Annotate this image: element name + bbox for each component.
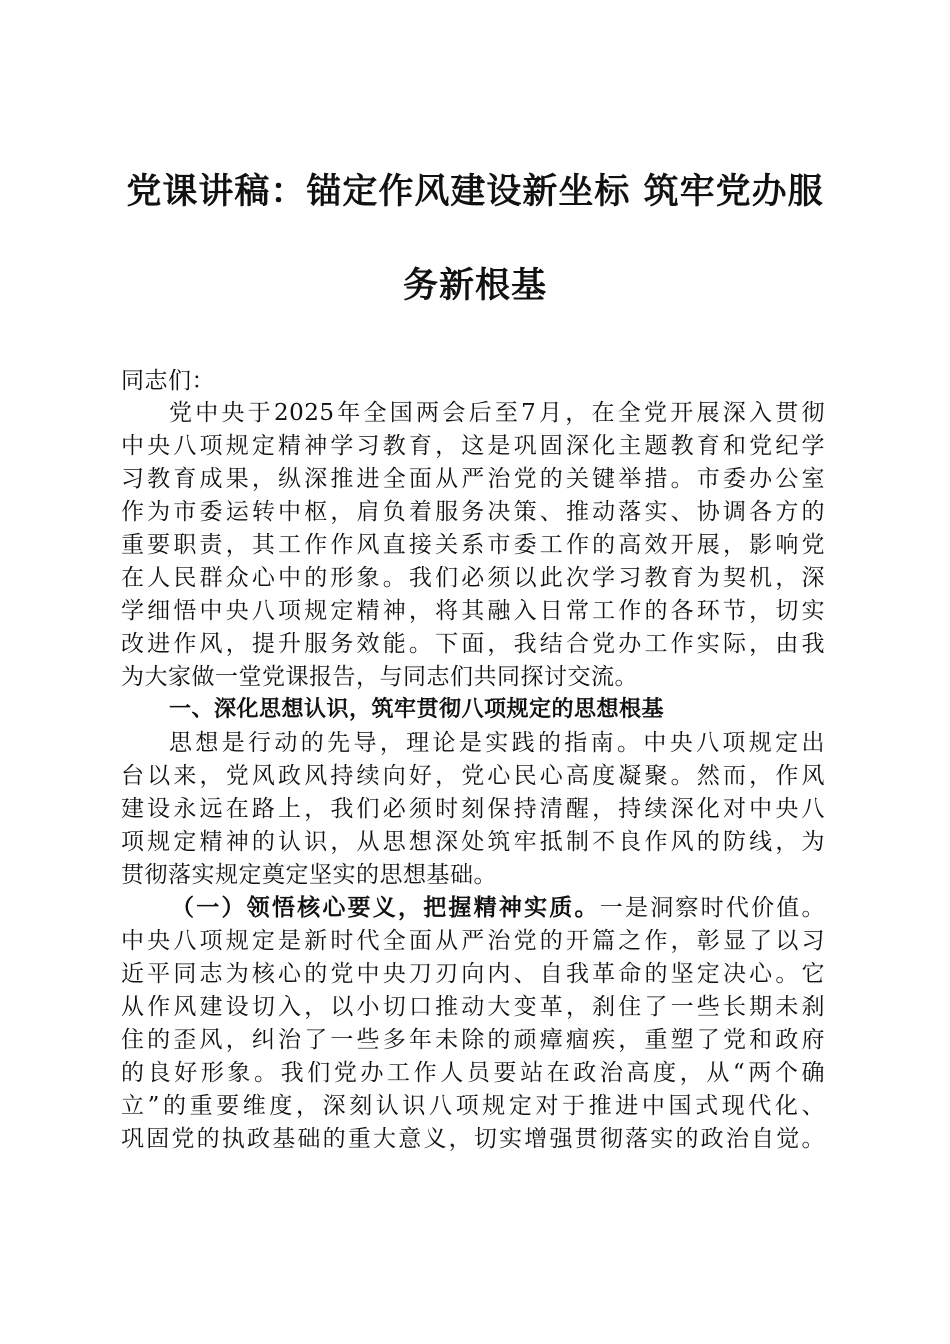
greeting: 同志们： bbox=[121, 368, 215, 394]
section-line: 建设永远在路上，我们必须时刻保持清醒，持续深化对中央八 bbox=[121, 796, 825, 822]
section-line: 台以来，党风政风持续向好，党心民心高度凝聚。然而，作风 bbox=[121, 763, 825, 789]
subsection-heading: （一）领悟核心要义，把握精神实质。 bbox=[171, 894, 600, 921]
intro-line: 作为市委运转中枢，肩负着服务决策、推动落实、协调各方的 bbox=[121, 499, 825, 525]
subsection-line: 近平同志为核心的党中央刀刃向内、自我革命的坚定决心。它 bbox=[121, 961, 825, 987]
subsection-line: 巩固党的执政基础的重大意义，切实增强贯彻落实的政治自觉。 bbox=[121, 1126, 825, 1152]
intro-line: 在人民群众心中的形象。我们必须以此次学习教育为契机，深 bbox=[121, 565, 825, 591]
subsection-line: 住的歪风，纠治了一些多年未除的顽瘴痼疾，重塑了党和政府 bbox=[121, 1027, 825, 1053]
subsection-lead-text: 一是洞察时代价值。 bbox=[599, 895, 826, 921]
document-title-line-1: 党课讲稿：锚定作风建设新坐标 筑牢党办服 bbox=[126, 171, 824, 212]
intro-line: 学细悟中央八项规定精神，将其融入日常工作的各环节，切实 bbox=[121, 598, 825, 624]
section-heading: 一、深化思想认识，筑牢贯彻八项规定的思想根基 bbox=[169, 697, 665, 722]
subsection-lead-line bbox=[171, 893, 825, 923]
subsection-line: 立”的重要维度，深刻认识八项规定对于推进中国式现代化、 bbox=[121, 1093, 825, 1119]
subsection-line: 的良好形象。我们党办工作人员要站在政治高度，从“两个确 bbox=[121, 1060, 825, 1086]
intro-line: 习教育成果，纵深推进全面从严治党的关键举措。市委办公室 bbox=[121, 466, 825, 492]
intro-line: 中央八项规定精神学习教育，这是巩固深化主题教育和党纪学 bbox=[121, 433, 825, 459]
subsection-line: 中央八项规定是新时代全面从严治党的开篇之作，彰显了以习 bbox=[121, 928, 825, 954]
subsection-line: 从作风建设切入，以小切口推动大变革，刹住了一些长期未刹 bbox=[121, 994, 825, 1020]
section-line: 项规定精神的认识，从思想深处筑牢抵制不良作风的防线，为 bbox=[121, 829, 825, 855]
document-title-line-2: 务新根基 bbox=[402, 265, 547, 306]
section-line: 思想是行动的先导，理论是实践的指南。中央八项规定出 bbox=[169, 730, 825, 756]
section-line: 贯彻落实规定奠定坚实的思想基础。 bbox=[121, 862, 497, 888]
intro-line: 改进作风，提升服务效能。下面，我结合党办工作实际，由我 bbox=[121, 631, 825, 657]
intro-line: 重要职责，其工作作风直接关系市委工作的高效开展，影响党 bbox=[121, 532, 825, 558]
intro-line: 为大家做一堂党课报告，与同志们共同探讨交流。 bbox=[121, 664, 638, 690]
intro-line: 党中央于2025年全国两会后至7月，在全党开展深入贯彻 bbox=[169, 400, 825, 426]
